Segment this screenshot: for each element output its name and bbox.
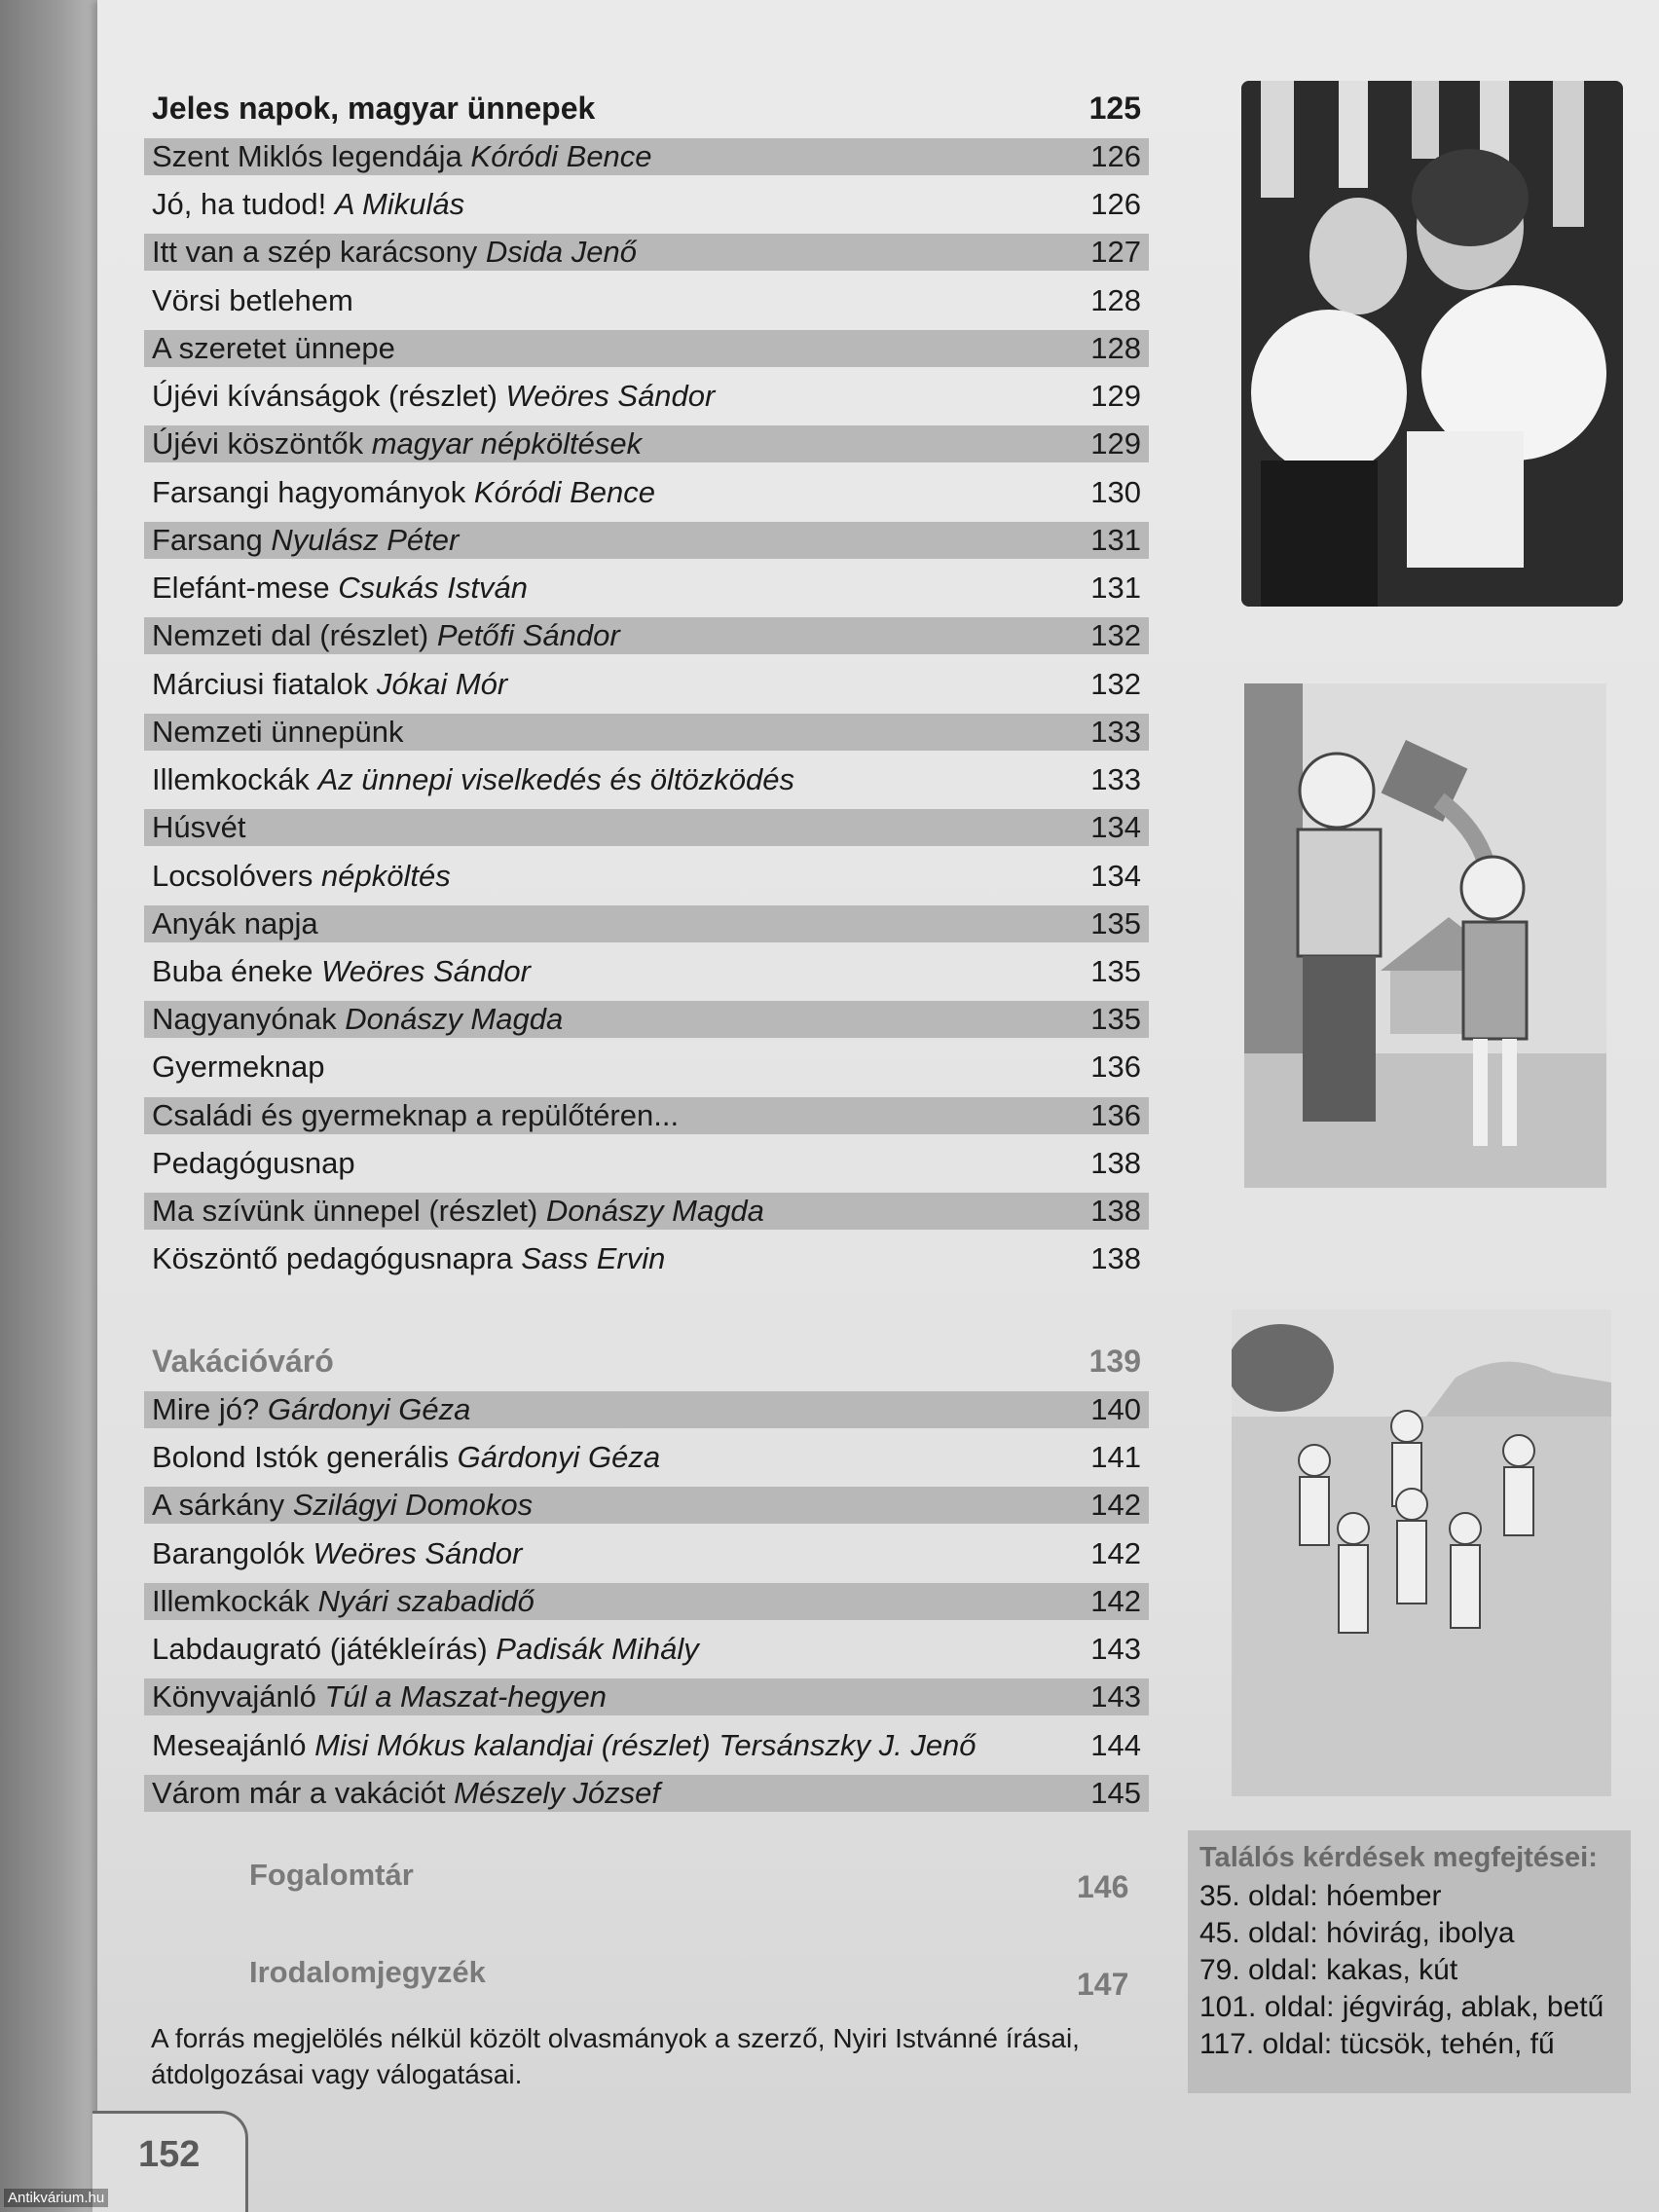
toc-entry-author: Weöres Sándor — [321, 954, 531, 988]
toc-entry-text: Pedagógusnap — [152, 1145, 355, 1180]
toc-entry-title — [152, 235, 637, 270]
toc-entry-title — [152, 379, 715, 414]
toc-entry-text: Anyák napja — [152, 905, 318, 940]
toc-entry — [144, 714, 1149, 751]
toc-entry-text: Ma szívünk ünnepel (részlet) — [152, 1194, 538, 1229]
toc-entry-page: 143 — [1090, 1679, 1141, 1714]
toc-entry — [144, 1775, 1149, 1812]
toc-entry-page: 126 — [1090, 138, 1141, 173]
toc-entry-author: Az ünnepi viselkedés és öltözködés — [317, 762, 794, 797]
toc-entry-title — [152, 1194, 764, 1229]
toc-entry — [144, 522, 1149, 559]
section-heading-irodalomjegyzek: Irodalomjegyzék — [249, 1955, 486, 1989]
toc-entry — [144, 852, 1149, 900]
toc-entry-page: 142 — [1090, 1583, 1141, 1618]
toc-entry-text: A szeretet ünnepe — [152, 330, 395, 365]
toc-entry-title — [152, 1776, 660, 1811]
toc-entry-text: Jó, ha tudod! — [152, 187, 327, 222]
toc-entry-text: Nemzeti dal (részlet) — [152, 618, 429, 653]
toc-entry-title — [152, 1536, 522, 1571]
toc-entry-page: 131 — [1090, 522, 1141, 557]
toc-entry-text: Köszöntő pedagógusnapra — [152, 1241, 513, 1276]
toc-entry-title — [152, 1679, 607, 1714]
toc-entry-title — [152, 1241, 665, 1276]
toc-entry-author: Szilágyi Domokos — [292, 1488, 534, 1523]
riddle-answer: 45. oldal: hóvirág, ibolya — [1199, 1917, 1515, 1949]
toc-entry-author: Sass Ervin — [521, 1241, 666, 1276]
toc-entry-author: Misi Mókus kalandjai (részlet) Tersánszky J. Jenő — [314, 1727, 977, 1762]
toc-entry — [144, 660, 1149, 708]
riddle-answer: 35. oldal: hóember — [1199, 1880, 1442, 1912]
photo-girls-folk-costume — [1241, 81, 1623, 607]
toc-entry — [144, 425, 1149, 462]
toc-entry-text: Bolond Istók generális — [152, 1440, 450, 1475]
toc-entry-page: 136 — [1090, 1097, 1141, 1132]
toc-entry-text: Könyvajánló — [152, 1679, 316, 1714]
toc-entry-author: Donászy Magda — [345, 1002, 564, 1037]
toc-entry-author: Gárdonyi Géza — [457, 1440, 661, 1475]
toc-entry-author: Jókai Mór — [376, 666, 508, 701]
toc-entry-text: Nemzeti ünnepünk — [152, 714, 404, 749]
toc-entry-title — [152, 283, 353, 318]
toc-entry-author: Mészely József — [454, 1775, 661, 1810]
toc-entry — [144, 617, 1149, 654]
toc-entry-text: Gyermeknap — [152, 1050, 325, 1085]
toc-entry-page: 138 — [1090, 1145, 1141, 1180]
toc-entry-text: Farsangi hagyományok — [152, 474, 466, 509]
toc-entry-title — [152, 810, 245, 845]
toc-list-jeles-napok — [144, 138, 1149, 1283]
toc-entry — [144, 1583, 1149, 1620]
toc-entry-text: Húsvét — [152, 810, 246, 845]
toc-entry-title — [152, 1146, 355, 1181]
toc-entry-author: Donászy Magda — [545, 1194, 764, 1229]
toc-entry — [144, 1044, 1149, 1091]
toc-entry — [144, 1530, 1149, 1577]
toc-entry-text: Újévi kívánságok (részlet) — [152, 379, 498, 414]
toc-entry-title — [152, 523, 459, 558]
toc-entry — [144, 1434, 1149, 1482]
toc-entry-title — [152, 762, 794, 797]
toc-entry-author: Dsida Jenő — [485, 235, 637, 270]
toc-entry-title — [152, 187, 464, 222]
toc-entry-page: 136 — [1090, 1050, 1141, 1085]
toc-entry-page: 132 — [1090, 618, 1141, 653]
toc-entry-text: Itt van a szép karácsony — [152, 235, 478, 270]
toc-entry-author: Csukás István — [338, 571, 528, 606]
toc-entry-page: 142 — [1090, 1535, 1141, 1570]
toc-entry-title — [152, 139, 652, 174]
table-of-contents — [144, 85, 1149, 1818]
toc-entry-text: Illemkockák — [152, 762, 310, 797]
toc-entry-title — [152, 1584, 535, 1619]
toc-entry — [144, 330, 1149, 367]
toc-entry — [144, 1391, 1149, 1428]
toc-entry — [144, 905, 1149, 942]
toc-entry-title — [152, 1728, 977, 1763]
toc-entry — [144, 1487, 1149, 1524]
toc-entry-page: 134 — [1090, 858, 1141, 893]
toc-entry-text: Várom már a vakációt — [152, 1775, 446, 1810]
toc-entry — [144, 468, 1149, 516]
toc-entry-author: Padisák Mihály — [496, 1632, 699, 1667]
riddle-answers-box — [1188, 1830, 1631, 2093]
toc-entry-text: Locsolóvers — [152, 858, 313, 893]
toc-entry — [144, 809, 1149, 846]
toc-entry — [144, 1139, 1149, 1187]
toc-entry-title — [152, 1440, 660, 1475]
section-heading-fogalomtar: Fogalomtár — [249, 1858, 414, 1892]
toc-entry-title — [152, 1488, 533, 1523]
toc-entry-page: 132 — [1090, 666, 1141, 701]
toc-entry-title — [152, 426, 642, 461]
toc-entry — [144, 947, 1149, 995]
toc-entry-page: 129 — [1090, 379, 1141, 414]
toc-entry — [144, 1626, 1149, 1674]
section-heading-jeles-napok: Jeles napok, magyar ünnepek 125 — [152, 91, 1141, 127]
toc-entry-page: 128 — [1090, 330, 1141, 365]
toc-entry-author: Nyulász Péter — [271, 522, 460, 557]
toc-entry — [144, 1235, 1149, 1283]
riddle-answer: 117. oldal: tücsök, tehén, fű — [1199, 2028, 1555, 2060]
toc-entry — [144, 564, 1149, 611]
toc-entry-page: 135 — [1090, 905, 1141, 940]
toc-entry — [144, 138, 1149, 175]
toc-entry-title — [152, 667, 507, 702]
toc-entry — [144, 1193, 1149, 1230]
toc-entry-title — [152, 1002, 563, 1037]
toc-entry-text: Meseajánló — [152, 1727, 307, 1762]
toc-entry-author: Gárdonyi Géza — [267, 1392, 471, 1426]
toc-entry-page: 126 — [1090, 187, 1141, 222]
toc-entry-title — [152, 475, 655, 510]
toc-entry-page: 144 — [1090, 1727, 1141, 1762]
toc-entry-text: A sárkány — [152, 1488, 285, 1523]
riddle-answer: 101. oldal: jégvirág, ablak, betű — [1199, 1991, 1604, 2023]
section-heading-vakaciovaro: Vakációváró 139 — [152, 1344, 1141, 1380]
toc-entry-page: 133 — [1090, 762, 1141, 797]
toc-entry-text: Labdaugrató (játékleírás) — [152, 1632, 488, 1667]
toc-entry-page: 135 — [1090, 954, 1141, 988]
toc-entry-page: 127 — [1090, 235, 1141, 270]
toc-entry-page: 140 — [1090, 1392, 1141, 1426]
toc-entry — [144, 1721, 1149, 1769]
toc-entry-page: 130 — [1090, 474, 1141, 509]
riddle-answer: 79. oldal: kakas, kút — [1199, 1954, 1458, 1986]
toc-entry-title — [152, 1392, 470, 1427]
toc-entry-title — [152, 1098, 679, 1133]
toc-entry-title — [152, 954, 531, 989]
toc-entry-text: Barangolók — [152, 1535, 305, 1570]
toc-entry — [144, 1097, 1149, 1134]
toc-entry-text: Farsang — [152, 522, 263, 557]
toc-entry-text: Márciusi fiatalok — [152, 666, 369, 701]
toc-entry-author: Petőfi Sándor — [436, 618, 620, 653]
toc-entry-page: 143 — [1090, 1632, 1141, 1667]
book-spine-edge — [0, 0, 97, 2212]
toc-entry-page: 129 — [1090, 426, 1141, 461]
toc-entry-page: 135 — [1090, 1002, 1141, 1037]
toc-entry-page: 131 — [1090, 571, 1141, 606]
toc-entry-author: Kóródi Bence — [470, 138, 652, 173]
toc-entry-title — [152, 1050, 324, 1085]
toc-entry-page: 128 — [1090, 282, 1141, 317]
toc-entry-page: 141 — [1090, 1440, 1141, 1475]
toc-entry-author: népköltés — [321, 858, 451, 893]
toc-entry-text: Mire jó? — [152, 1392, 260, 1426]
toc-entry — [144, 372, 1149, 420]
toc-entry — [144, 234, 1149, 271]
toc-entry-text: Elefánt-mese — [152, 571, 330, 606]
toc-entry-page: 138 — [1090, 1241, 1141, 1276]
toc-entry-text: Nagyanyónak — [152, 1002, 337, 1037]
toc-entry-author: Weöres Sándor — [505, 379, 716, 414]
toc-entry-text: Illemkockák — [152, 1583, 310, 1618]
toc-entry — [144, 756, 1149, 803]
toc-entry-title — [152, 618, 620, 653]
toc-entry-title — [152, 859, 451, 894]
illustration-children-circle-game — [1232, 1309, 1611, 1796]
toc-entry — [144, 276, 1149, 324]
toc-entry-title — [152, 571, 528, 606]
toc-entry-page: 145 — [1090, 1775, 1141, 1810]
toc-list-vakaciovaro — [144, 1391, 1149, 1812]
toc-entry-text: Családi és gyermeknap a repülőtéren... — [152, 1097, 680, 1132]
toc-entry-title — [152, 906, 318, 941]
toc-entry-author: Túl a Maszat-hegyen — [324, 1679, 608, 1714]
toc-entry-text: Vörsi betlehem — [152, 282, 353, 317]
toc-entry-page: 134 — [1090, 810, 1141, 845]
toc-entry-author: magyar népköltések — [371, 426, 643, 461]
page-number: 152 — [138, 2134, 201, 2175]
toc-entry-author: Nyári szabadidő — [317, 1583, 535, 1618]
source-note: A forrás megjelölés nélkül közölt olvasmányok a szerző, Nyiri Istvánné írásai, átdolgozásai vagy válogatásai. — [151, 2023, 1080, 2089]
toc-entry-page: 133 — [1090, 714, 1141, 749]
illustration-easter-watering — [1244, 683, 1606, 1188]
toc-entry-text: Szent Miklós legendája — [152, 138, 462, 173]
toc-entry-page: 142 — [1090, 1488, 1141, 1523]
toc-entry-page: 138 — [1090, 1194, 1141, 1229]
toc-entry-title — [152, 715, 404, 750]
toc-entry-title — [152, 1632, 699, 1667]
watermark: Antikvárium.hu — [4, 2189, 108, 2207]
toc-entry — [144, 180, 1149, 228]
toc-entry-title — [152, 331, 395, 366]
toc-entry-text: Újévi köszöntők — [152, 426, 364, 461]
toc-entry-author: A Mikulás — [334, 187, 465, 222]
toc-entry — [144, 1001, 1149, 1038]
toc-entry — [144, 1678, 1149, 1715]
section-page-irodalomjegyzek: 147 — [1077, 1967, 1129, 2002]
riddle-answers-heading: Találós kérdések megfejtései: — [1199, 1842, 1598, 1873]
toc-entry-text: Buba éneke — [152, 954, 313, 988]
toc-entry-author: Kóródi Bence — [473, 474, 655, 509]
toc-entry-author: Weöres Sándor — [313, 1535, 523, 1570]
section-page-fogalomtar: 146 — [1077, 1869, 1129, 1904]
